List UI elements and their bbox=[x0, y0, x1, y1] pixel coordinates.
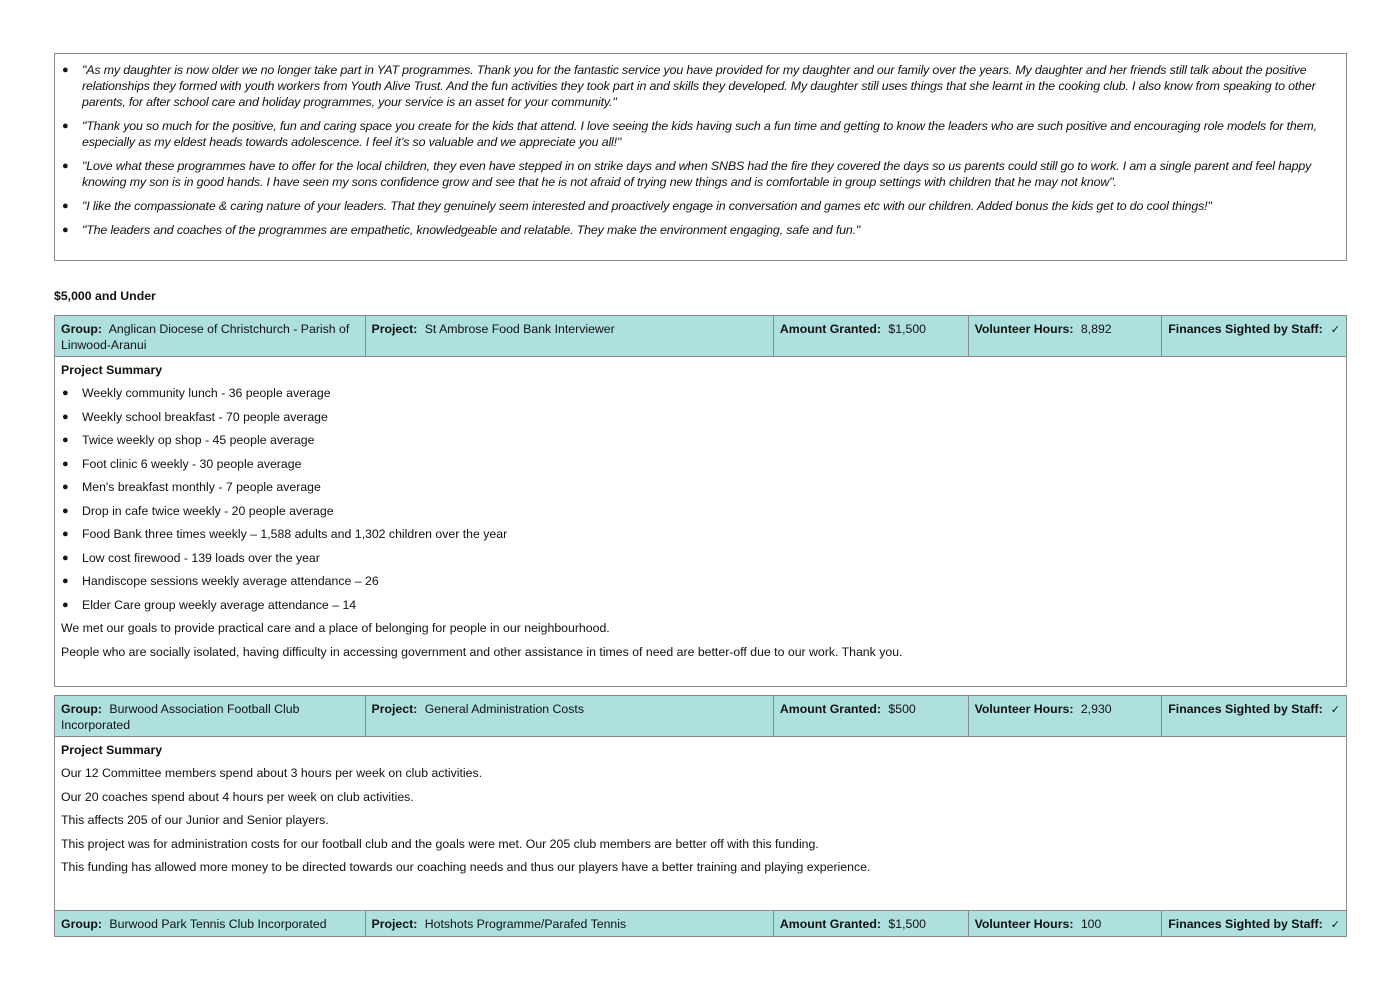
project-value: Hotshots Programme/Parafed Tennis bbox=[424, 917, 627, 931]
summary-bullet: ● Food Bank three times weekly – 1,588 adults and 1,302 children over the year bbox=[62, 527, 508, 541]
testimonial-item: ● "I like the compassionate & caring nature of your leaders. That they genuinely seem interested and proactively engage in conversation and games etc with our children. Added bonus the kids get to do cool things!" bbox=[62, 199, 1212, 214]
amount-cell bbox=[774, 911, 969, 936]
finances-label: Finances Sighted by Staff: bbox=[1168, 322, 1323, 336]
amount-label: Amount Granted: bbox=[779, 702, 881, 716]
summary-title: Project Summary bbox=[61, 743, 163, 757]
group-cell bbox=[55, 316, 366, 356]
hours-label: Volunteer Hours: bbox=[974, 917, 1074, 931]
bullet-icon: ● bbox=[62, 224, 69, 236]
summary-paragraph: This affects 205 of our Junior and Senior players. bbox=[61, 813, 329, 827]
finances-label: Finances Sighted by Staff: bbox=[1168, 917, 1323, 931]
testimonial-item: ● "Love what these programmes have to offer for the local children, they even have stepped in on strike days and when SNBS had the fire they covered the days so us parents could still go to work. I am a single parent and feel happy knowing my son is in good hands. I have seen my sons confidence grow and see that he is not afraid of trying new things and is comfortable in group settings with children that he may not know". bbox=[62, 159, 1312, 190]
amount-value: $500 bbox=[888, 702, 916, 716]
summary-bullet: ● Elder Care group weekly average attendance – 14 bbox=[62, 597, 357, 612]
project-label: Project: bbox=[371, 322, 418, 336]
group-label: Group: bbox=[61, 322, 102, 336]
bullet-icon: ● bbox=[62, 64, 69, 76]
summary-paragraph: Our 12 Committee members spend about 3 hours per week on club activities. bbox=[61, 766, 483, 780]
hours-label: Volunteer Hours: bbox=[974, 702, 1074, 716]
summary-bullet: ● Foot clinic 6 weekly - 30 people average bbox=[62, 456, 302, 471]
grant-table bbox=[54, 910, 1347, 937]
finances-cell bbox=[1162, 316, 1346, 356]
amount-value: $1,500 bbox=[888, 322, 927, 336]
finances-cell bbox=[1162, 911, 1346, 936]
grant-header-row bbox=[55, 316, 1346, 357]
summary-bullet: ● Twice weekly op shop - 45 people average bbox=[62, 433, 315, 447]
group-value: Burwood Park Tennis Club Incorporated bbox=[109, 917, 327, 931]
summary-bullet: ● Weekly community lunch - 36 people average bbox=[62, 386, 331, 400]
summary-paragraph: This funding has allowed more money to be directed towards our coaching needs and thus our players have a better training and playing experience. bbox=[61, 860, 871, 874]
testimonial-item: ● "Thank you so much for the positive, fun and caring space you create for the kids that attend. I love seeing the kids having such a fun time and getting to know the leaders who are such positive and encouraging role models for them, especially as my eldest heads towards adolescence. I feel it’s so valuable and we appreciate you all!" bbox=[62, 119, 1317, 150]
testimonials-box bbox=[54, 53, 1347, 261]
bullet-icon: ● bbox=[62, 434, 69, 446]
project-cell bbox=[366, 911, 774, 936]
section-heading: $5,000 and Under bbox=[54, 289, 156, 303]
finances-cell bbox=[1162, 696, 1346, 736]
project-label: Project: bbox=[371, 917, 418, 931]
summary-title: Project Summary bbox=[61, 363, 163, 377]
summary-paragraph: Our 20 coaches spend about 4 hours per week on club activities. bbox=[61, 789, 414, 804]
amount-label: Amount Granted: bbox=[779, 322, 881, 336]
bullet-icon: ● bbox=[62, 528, 69, 540]
group-label: Group: bbox=[61, 702, 102, 716]
summary-bullet: ● Drop in cafe twice weekly - 20 people average bbox=[62, 503, 334, 518]
summary-bullet: ● Weekly school breakfast - 70 people average bbox=[62, 409, 328, 424]
checkmark-icon: ✓ bbox=[1330, 323, 1340, 336]
bullet-icon: ● bbox=[62, 551, 69, 564]
summary-paragraph: We met our goals to provide practical care and a place of belonging for people in our neighbourhood. bbox=[61, 621, 610, 635]
hours-cell bbox=[969, 696, 1163, 736]
grant-header-row bbox=[55, 911, 1346, 936]
group-value: Burwood Association Football Club Incorporated bbox=[61, 702, 300, 732]
bullet-icon: ● bbox=[62, 575, 69, 587]
grant-table bbox=[54, 315, 1347, 687]
testimonials-list bbox=[61, 62, 1326, 238]
hours-label: Volunteer Hours: bbox=[974, 322, 1074, 336]
hours-cell bbox=[969, 316, 1163, 356]
hours-value: 8,892 bbox=[1080, 322, 1112, 336]
summary-bullet: ● Handiscope sessions weekly average attendance – 26 bbox=[62, 574, 379, 588]
summary-bullet: ● Men's breakfast monthly - 7 people average bbox=[62, 480, 321, 494]
group-label: Group: bbox=[61, 917, 102, 931]
project-cell bbox=[366, 696, 774, 736]
project-value: St Ambrose Food Bank Interviewer bbox=[424, 322, 615, 336]
project-summary bbox=[55, 357, 1346, 686]
project-value: General Administration Costs bbox=[424, 702, 584, 716]
grant-table bbox=[54, 695, 1347, 912]
bullet-icon: ● bbox=[62, 200, 69, 213]
summary-bullets bbox=[61, 385, 1340, 613]
project-cell bbox=[366, 316, 774, 356]
group-value: Anglican Diocese of Christchurch - Parish of Linwood-Aranui bbox=[61, 322, 350, 352]
amount-cell bbox=[774, 316, 969, 356]
amount-label: Amount Granted: bbox=[779, 917, 881, 931]
project-summary bbox=[55, 737, 1346, 911]
hours-cell bbox=[969, 911, 1163, 936]
group-cell bbox=[55, 696, 366, 736]
bullet-icon: ● bbox=[62, 160, 69, 173]
testimonial-item: ● "The leaders and coaches of the programmes are empathetic, knowledgeable and relatable. They make the environment engaging, safe and fun." bbox=[62, 223, 861, 237]
bullet-icon: ● bbox=[62, 410, 69, 423]
amount-cell bbox=[774, 696, 969, 736]
grant-header-row bbox=[55, 696, 1346, 737]
bullet-icon: ● bbox=[62, 457, 69, 470]
group-cell bbox=[55, 911, 366, 936]
summary-bullet: ● Low cost firewood - 139 loads over the year bbox=[62, 550, 320, 565]
hours-value: 100 bbox=[1080, 917, 1102, 931]
summary-paragraph: People who are socially isolated, having difficulty in accessing government and other assistance in times of need are better-off due to our work. Thank you. bbox=[61, 644, 903, 659]
checkmark-icon: ✓ bbox=[1330, 703, 1340, 716]
checkmark-icon: ✓ bbox=[1330, 918, 1340, 931]
bullet-icon: ● bbox=[62, 120, 69, 133]
bullet-icon: ● bbox=[62, 387, 69, 399]
bullet-icon: ● bbox=[62, 481, 69, 493]
document-page bbox=[54, 53, 1347, 931]
summary-paragraph: This project was for administration costs for our football club and the goals were met. Our 205 club members are better off with this funding. bbox=[61, 836, 819, 851]
finances-label: Finances Sighted by Staff: bbox=[1168, 702, 1323, 716]
bullet-icon: ● bbox=[62, 598, 69, 611]
project-label: Project: bbox=[371, 702, 418, 716]
amount-value: $1,500 bbox=[888, 917, 927, 931]
hours-value: 2,930 bbox=[1080, 702, 1112, 716]
bullet-icon: ● bbox=[62, 504, 69, 517]
testimonial-item: ● "As my daughter is now older we no longer take part in YAT programmes. Thank you for the fantastic service you have provided for my daughter and our family over the years. My daughter and her friends still talk about the positive relationships they formed with youth workers from Youth Alive Trust. And the fun activities they took part in and skills they developed. My daughter still uses things that she learnt in the cooking club. I also know from speaking to other parents, for after school care and holiday programmes, your service is an asset for your community." bbox=[62, 63, 1316, 110]
